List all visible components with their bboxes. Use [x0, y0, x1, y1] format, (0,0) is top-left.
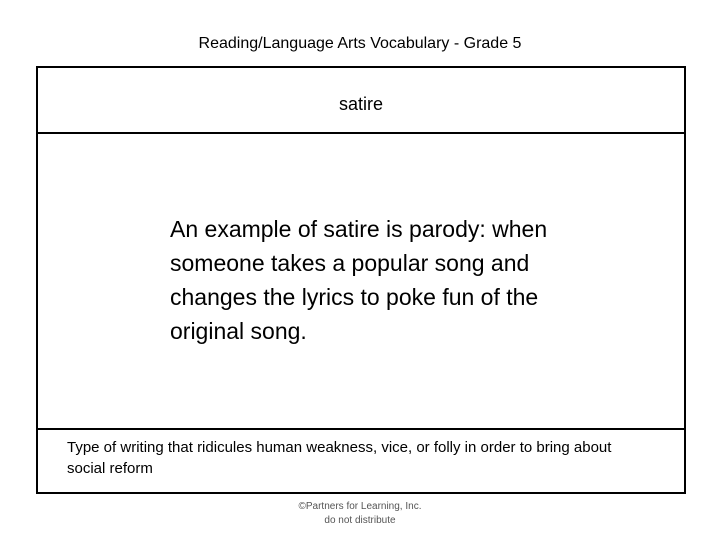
vocabulary-term: satire — [338, 94, 383, 114]
copyright-text: ©Partners for Learning, Inc. — [298, 501, 422, 512]
page-title: Reading/Language Arts Vocabulary - Grade 5 — [198, 35, 522, 52]
definition-text: Type of writing that ridicules human weakness, vice, or folly in order to bring about social reform — [67, 439, 612, 477]
footer — [0, 500, 720, 528]
vocabulary-card — [36, 66, 686, 494]
definition-section — [38, 430, 684, 492]
term-section — [38, 68, 684, 134]
example-section — [38, 134, 684, 430]
example-text: An example of satire is parody: when someone takes a popular song and changes the lyrics to poke fun of the original song. — [170, 216, 548, 344]
distribution-notice: do not distribute — [324, 515, 396, 526]
